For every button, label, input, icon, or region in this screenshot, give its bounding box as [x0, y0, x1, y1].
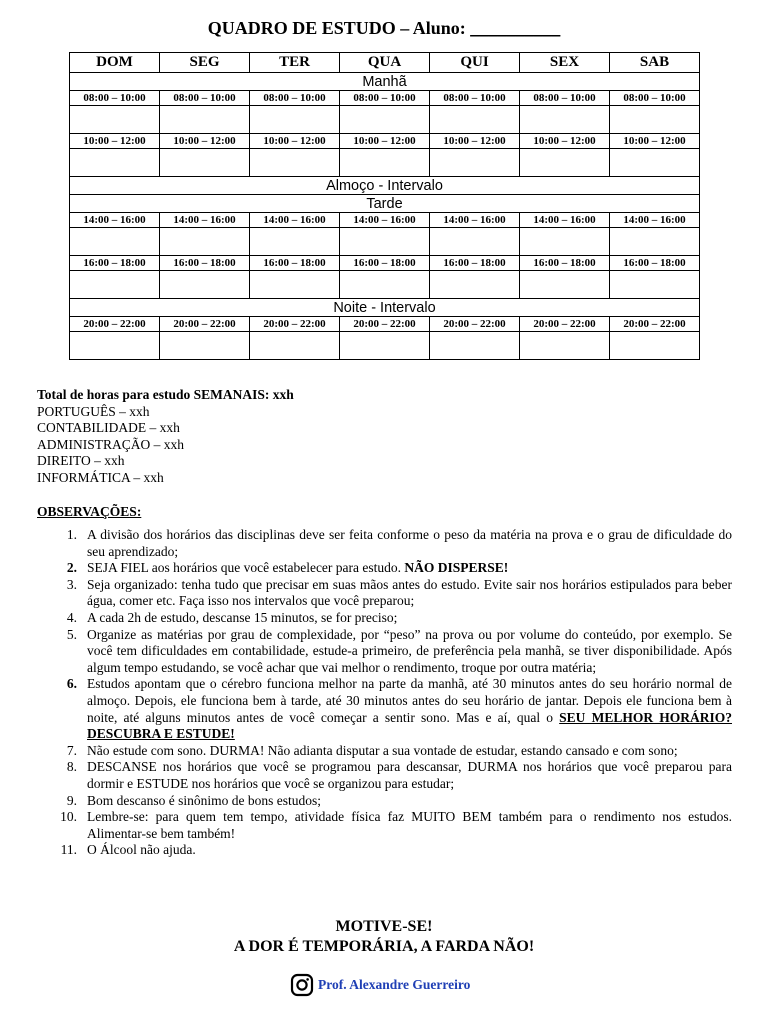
list-item: 7. Não estude com sono. DURMA! Não adianta disputar a sua vontade de estudar, estando cansado e com sono;	[66, 742, 678, 758]
empty-row	[70, 149, 700, 177]
day-header: SAB	[610, 53, 700, 73]
study-cell[interactable]	[520, 106, 610, 134]
study-cell[interactable]	[160, 106, 250, 134]
time-slot-cell: 08:00 – 10:00	[610, 91, 700, 106]
list-item: 11. O Álcool não ajuda.	[60, 842, 196, 858]
study-cell[interactable]	[430, 332, 520, 360]
study-cell[interactable]	[520, 149, 610, 177]
time-slot-cell: 08:00 – 10:00	[250, 91, 340, 106]
study-cell[interactable]	[520, 228, 610, 256]
study-cell[interactable]	[340, 228, 430, 256]
observations-list	[37, 527, 732, 859]
time-slot-cell: 10:00 – 12:00	[160, 134, 250, 149]
list-item: 8. DESCANSE nos horários que você se programou para descansar, DURMA nos horários que você preparou para dormir e ESTUDE nos horários que você se organizou para estudar;	[66, 759, 732, 791]
time-slot-cell: 08:00 – 10:00	[160, 91, 250, 106]
study-cell[interactable]	[610, 228, 700, 256]
time-slot-cell: 10:00 – 12:00	[430, 134, 520, 149]
subject-total: INFORMÁTICA – xxh	[37, 469, 164, 485]
instagram-icon	[290, 973, 314, 997]
time-slot-cell: 16:00 – 18:00	[340, 256, 430, 271]
study-cell[interactable]	[70, 106, 160, 134]
study-schedule-table	[69, 52, 700, 360]
time-slot-cell: 16:00 – 18:00	[430, 256, 520, 271]
time-slot-cell: 14:00 – 16:00	[340, 213, 430, 228]
study-cell[interactable]	[430, 271, 520, 299]
study-cell[interactable]	[430, 228, 520, 256]
time-slot-cell: 14:00 – 16:00	[160, 213, 250, 228]
time-slot-cell: 16:00 – 18:00	[610, 256, 700, 271]
time-slot-cell: 14:00 – 16:00	[520, 213, 610, 228]
list-item: 3. Seja organizado: tenha tudo que precisar em suas mãos antes do estudo. Evite sair nos horários estipulados para beber água, comer etc. Faça isso nos intervalos que você preparou;	[66, 576, 732, 609]
study-cell[interactable]	[520, 332, 610, 360]
time-row	[70, 213, 700, 228]
day-header-row	[70, 53, 700, 73]
study-cell[interactable]	[160, 149, 250, 177]
list-item: 4. A cada 2h de estudo, descanse 15 minutos, se for preciso;	[66, 609, 398, 625]
time-slot-cell: 10:00 – 12:00	[520, 134, 610, 149]
subject-total: ADMINISTRAÇÃO – xxh	[37, 436, 185, 452]
time-slot-cell: 16:00 – 18:00	[250, 256, 340, 271]
section-night: Noite - Intervalo	[70, 299, 700, 317]
study-cell[interactable]	[610, 106, 700, 134]
empty-row	[70, 106, 700, 134]
time-slot-cell: 16:00 – 18:00	[70, 256, 160, 271]
study-cell[interactable]	[430, 106, 520, 134]
study-cell[interactable]	[70, 149, 160, 177]
study-cell[interactable]	[610, 271, 700, 299]
title-text: QUADRO DE ESTUDO – Aluno:	[207, 18, 466, 38]
author-name: Prof. Alexandre Guerreiro	[318, 977, 471, 992]
time-slot-cell: 08:00 – 10:00	[340, 91, 430, 106]
weekly-totals	[37, 387, 294, 486]
time-slot-cell: 20:00 – 22:00	[520, 317, 610, 332]
study-cell[interactable]	[250, 106, 340, 134]
study-cell[interactable]	[250, 149, 340, 177]
motivation-block	[0, 917, 768, 957]
empty-row	[70, 332, 700, 360]
time-slot-cell: 16:00 – 18:00	[160, 256, 250, 271]
section-afternoon: Tarde	[70, 195, 700, 213]
study-cell[interactable]	[340, 332, 430, 360]
time-row	[70, 134, 700, 149]
day-header: QUI	[430, 53, 520, 73]
list-item: 1. A divisão dos horários das disciplinas deve ser feita conforme o peso da matéria na prova e o grau de dificuldade do seu aprendizado;	[66, 527, 732, 559]
time-slot-cell: 08:00 – 10:00	[70, 91, 160, 106]
motive-line-1: MOTIVE-SE!	[335, 918, 433, 935]
day-header: SEX	[520, 53, 610, 73]
time-slot-cell: 20:00 – 22:00	[610, 317, 700, 332]
subject-total: PORTUGUÊS – xxh	[37, 403, 150, 419]
empty-row	[70, 228, 700, 256]
time-slot-cell: 20:00 – 22:00	[340, 317, 430, 332]
time-slot-cell: 10:00 – 12:00	[70, 134, 160, 149]
time-slot-cell: 08:00 – 10:00	[520, 91, 610, 106]
time-slot-cell: 14:00 – 16:00	[610, 213, 700, 228]
list-item: 9. Bom descanso é sinônimo de bons estudos;	[66, 792, 321, 808]
time-slot-cell: 14:00 – 16:00	[430, 213, 520, 228]
time-slot-cell: 10:00 – 12:00	[340, 134, 430, 149]
section-morning: Manhã	[70, 73, 700, 91]
totals-heading: Total de horas para estudo SEMANAIS: xxh	[37, 387, 294, 402]
study-cell[interactable]	[70, 228, 160, 256]
time-slot-cell: 20:00 – 22:00	[430, 317, 520, 332]
time-slot-cell: 10:00 – 12:00	[250, 134, 340, 149]
study-cell[interactable]	[70, 332, 160, 360]
study-cell[interactable]	[430, 149, 520, 177]
student-name-blank: __________	[470, 18, 561, 38]
list-item: 5. Organize as matérias por grau de complexidade, por “peso” na prova ou por volume do conteúdo, por exemplo. Se você tem dificuldades em contabilidade, estude-a primeiro, de preferência pela manhã, se tiver disponibilidade. Após algum tempo estudando, se você achar que vai melhor o rendimento, troque por outra matéria;	[66, 626, 732, 675]
section-lunch: Almoço - Intervalo	[70, 177, 700, 195]
author-footer	[290, 973, 470, 997]
subject-total: DIREITO – xxh	[37, 453, 125, 468]
subject-total: CONTABILIDADE – xxh	[37, 420, 180, 435]
time-row	[70, 317, 700, 332]
time-row	[70, 256, 700, 271]
study-cell[interactable]	[160, 228, 250, 256]
list-item: 2. SEJA FIEL aos horários que você estabelecer para estudo. NÃO DISPERSE!	[66, 560, 509, 576]
study-cell[interactable]	[160, 332, 250, 360]
study-cell[interactable]	[340, 271, 430, 299]
page-title	[0, 18, 768, 39]
time-slot-cell: 16:00 – 18:00	[520, 256, 610, 271]
study-cell[interactable]	[250, 332, 340, 360]
study-cell[interactable]	[340, 106, 430, 134]
time-slot-cell: 20:00 – 22:00	[70, 317, 160, 332]
day-header: DOM	[70, 53, 160, 73]
empty-row	[70, 271, 700, 299]
study-cell[interactable]	[610, 149, 700, 177]
study-cell[interactable]	[250, 228, 340, 256]
time-slot-cell: 20:00 – 22:00	[250, 317, 340, 332]
time-row	[70, 91, 700, 106]
list-item: 6. Estudos apontam que o cérebro funciona melhor na parte da manhã, até 30 minutos antes do seu horário normal de almoço. Depois, ele funciona bem à tarde, até 30 minutos antes do seu horário de jantar. Depois ele funciona bem à noite, até alguns minutos antes de você começar a sentir sono. Mas e aí, qual o SEU MELHOR HORÁRIO? DESCUBRA E ESTUDE!	[66, 676, 732, 742]
time-slot-cell: 10:00 – 12:00	[610, 134, 700, 149]
study-cell[interactable]	[340, 149, 430, 177]
motive-line-2: A DOR É TEMPORÁRIA, A FARDA NÃO!	[233, 938, 535, 955]
day-header: TER	[250, 53, 340, 73]
study-cell[interactable]	[70, 271, 160, 299]
time-slot-cell: 14:00 – 16:00	[250, 213, 340, 228]
time-slot-cell: 08:00 – 10:00	[430, 91, 520, 106]
day-header: QUA	[340, 53, 430, 73]
study-cell[interactable]	[610, 332, 700, 360]
list-item: 10. Lembre-se: para quem tem tempo, atividade física faz MUITO BEM também para o rendimento nos estudos. Alimentar-se bem também!	[60, 809, 732, 841]
observations-heading: OBSERVAÇÕES:	[37, 504, 142, 519]
study-cell[interactable]	[160, 271, 250, 299]
study-cell[interactable]	[250, 271, 340, 299]
study-cell[interactable]	[520, 271, 610, 299]
day-header: SEG	[160, 53, 250, 73]
time-slot-cell: 14:00 – 16:00	[70, 213, 160, 228]
time-slot-cell: 20:00 – 22:00	[160, 317, 250, 332]
